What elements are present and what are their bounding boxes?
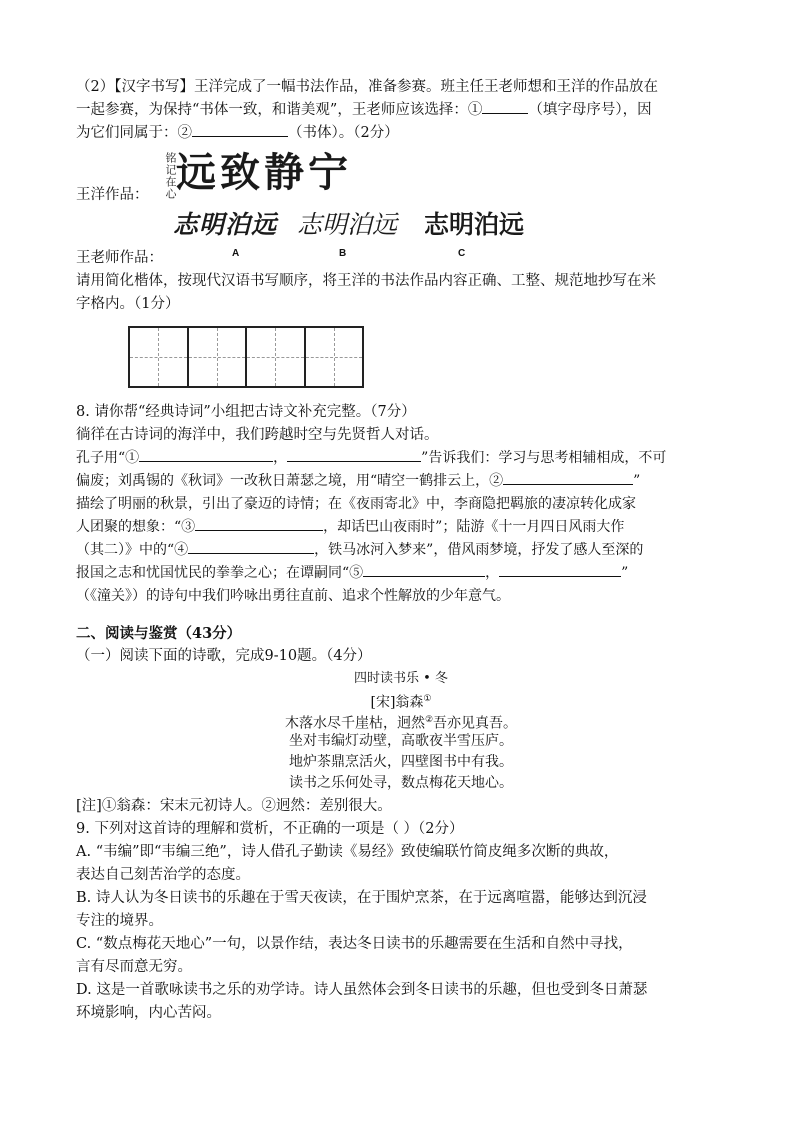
q8-line5: [76, 539, 726, 562]
q8-l4-text: 人团聚的想象：“③: [76, 519, 196, 535]
answer-blank-1[interactable]: [482, 99, 528, 114]
q8-line2: [76, 470, 726, 493]
grid-cell[interactable]: [189, 328, 248, 386]
option-b-calligraphy: 志明泊远: [297, 210, 398, 239]
q2-line1: （2）【汉字书写】王洋完成了一幅书法作品，准备参赛。班主任王老师想和王洋的作品放在: [76, 79, 658, 95]
q8-line7: （《潼关》）的诗句中我们吟咏出勇往直前、追求个性解放的少年意气。: [76, 588, 510, 604]
poem-note: [注]①翁森：宋末元初诗人。②迥然：差别很大。: [76, 798, 392, 814]
poem-line-1a: 木落水尽千崖枯，迥然: [284, 715, 425, 732]
answer-blank-poem-4[interactable]: [188, 539, 314, 554]
q8-l1-text: 孔子用“①: [76, 450, 140, 466]
q9-option-b-line1[interactable]: B. 诗人认为冬日读书的乐趣在于雪天夜读，在于围炉烹茶，在于远离喧嚣，能够达到沉浸: [76, 890, 647, 906]
q9-option-d-line2: 环境影响，内心苦闷。: [76, 1005, 221, 1021]
poem-title: 四时读书乐 • 冬: [354, 671, 448, 686]
q9-option-c-line1[interactable]: C. “数点梅花天地心”一句，以景作结，表达冬日读书的乐趣需要在生活和自然中寻找，: [76, 936, 633, 952]
q8-l4-tail: ，却话巴山夜雨时”；陆游《十一月四日风雨大作: [323, 519, 625, 535]
q2-line2: [76, 99, 726, 122]
writing-grid: [128, 326, 364, 388]
option-b-label: B: [339, 248, 347, 259]
poem-author-note-mark: ①: [423, 694, 432, 704]
q8-l1-comma: ，: [273, 450, 288, 466]
poem-line-3: 地炉茶鼎烹活火，四壁图书中有我。: [289, 754, 513, 770]
answer-blank-poem-1a[interactable]: [139, 447, 273, 462]
answer-blank-poem-3[interactable]: [195, 516, 323, 531]
section-subheading: （一）阅读下面的诗歌，完成9-10题。（4分）: [76, 648, 372, 664]
answer-blank-2[interactable]: [192, 122, 288, 137]
q2-line3: [76, 122, 726, 145]
poem-line-1b: 吾亦见真吾。: [433, 715, 518, 732]
q2-line2-text: 一起参赛，为保持“书体一致，和谐美观”，王老师应该选择：①: [76, 102, 483, 118]
q8-title: 8. 请你帮“经典诗词”小组把古诗文补充完整。（7分）: [76, 404, 416, 420]
wang-yang-calligraphy: 远致静宁: [176, 150, 352, 196]
q8-line4: [76, 516, 726, 539]
answer-blank-poem-5a[interactable]: [363, 562, 485, 577]
seal-inscription: 铭记在心: [164, 152, 177, 200]
answer-blank-poem-1b[interactable]: [287, 447, 421, 462]
section-heading: 二、阅读与鉴赏（43分）: [76, 625, 242, 642]
q2-line3-tail: （书体）。（2分）: [288, 125, 399, 141]
q8-line3: 描绘了明丽的秋景，引出了豪迈的诗情；在《夜雨寄北》中，李商隐把羁旅的凄凉转化成家: [76, 496, 636, 512]
q9-option-a-line2: 表达自己刻苦治学的态度。: [76, 867, 250, 883]
q8-line1: [76, 447, 726, 470]
poem-line-4: 读书之乐何处寻，数点梅花天地心。: [289, 775, 513, 791]
answer-blank-poem-2[interactable]: [503, 470, 633, 485]
poem-author-name: [宋]翁森: [370, 694, 424, 711]
q8-line6: [76, 562, 726, 585]
q8-l6-text: 报国之志和忧国忧民的拳拳之心；在谭嗣同“⑤: [76, 565, 364, 581]
instruction-line1: 请用简化楷体，按现代汉语书写顺序，将王洋的书法作品内容正确、工整、规范地抄写在米: [76, 273, 656, 289]
q9-option-a-line1[interactable]: A. “韦编”即“韦编三绝”，诗人借孔子勤读《易经》致使编联竹简皮绳多次断的典故，: [76, 844, 619, 860]
poem-note-mark-2: ②: [424, 715, 434, 725]
teacher-label: 王老师作品：: [76, 250, 163, 266]
grid-cell[interactable]: [247, 328, 306, 386]
q8-l2-tail: ”: [633, 473, 641, 489]
wang-yang-label: 王洋作品：: [76, 187, 149, 203]
q8-l5-tail: ，铁马冰河入梦来”，借风雨梦境，抒发了感人至深的: [314, 542, 644, 558]
q8-intro: 徜徉在古诗词的海洋中，我们跨越时空与先贤哲人对话。: [76, 427, 439, 443]
q8-l5-text: （其二）》中的“④: [76, 542, 189, 558]
option-c-calligraphy: 志明泊远: [424, 210, 525, 239]
q8-l6-tail: ”: [621, 565, 629, 581]
q9-stem: 9. 下列对这首诗的理解和赏析，不正确的一项是（ ）（2分）: [76, 821, 464, 837]
q9-option-d-line1[interactable]: D. 这是一首歌咏读书之乐的劝学诗。诗人虽然体会到冬日读书的乐趣，但也受到冬日萧瑟: [76, 982, 648, 998]
option-c-label: C: [458, 248, 466, 259]
poem-line-2: 坐对韦编灯动壁，高歌夜半雪压庐。: [289, 733, 513, 749]
q9-option-b-line2: 专注的境界。: [76, 913, 163, 929]
q8-l6-comma: ，: [485, 565, 500, 581]
grid-cell[interactable]: [306, 328, 363, 386]
answer-blank-poem-5b[interactable]: [499, 562, 621, 577]
q9-option-c-line2: 言有尽而意无穷。: [76, 959, 192, 975]
q2-line2-tail: （填字母序号），因: [528, 102, 652, 118]
grid-cell[interactable]: [130, 328, 189, 386]
option-a-calligraphy: 志明泊远: [173, 210, 278, 239]
q8-l1-tail: ”告诉我们：学习与思考相辅相成，不可: [421, 450, 667, 466]
q2-line3-text: 为它们同属于：②: [76, 125, 192, 141]
q8-l2-text: 偏废；刘禹锡的《秋词》一改秋日萧瑟之境，用“晴空一鹤排云上，②: [76, 473, 504, 489]
instruction-line2: 字格内。（1分）: [76, 296, 180, 312]
option-a-label: A: [232, 248, 240, 259]
